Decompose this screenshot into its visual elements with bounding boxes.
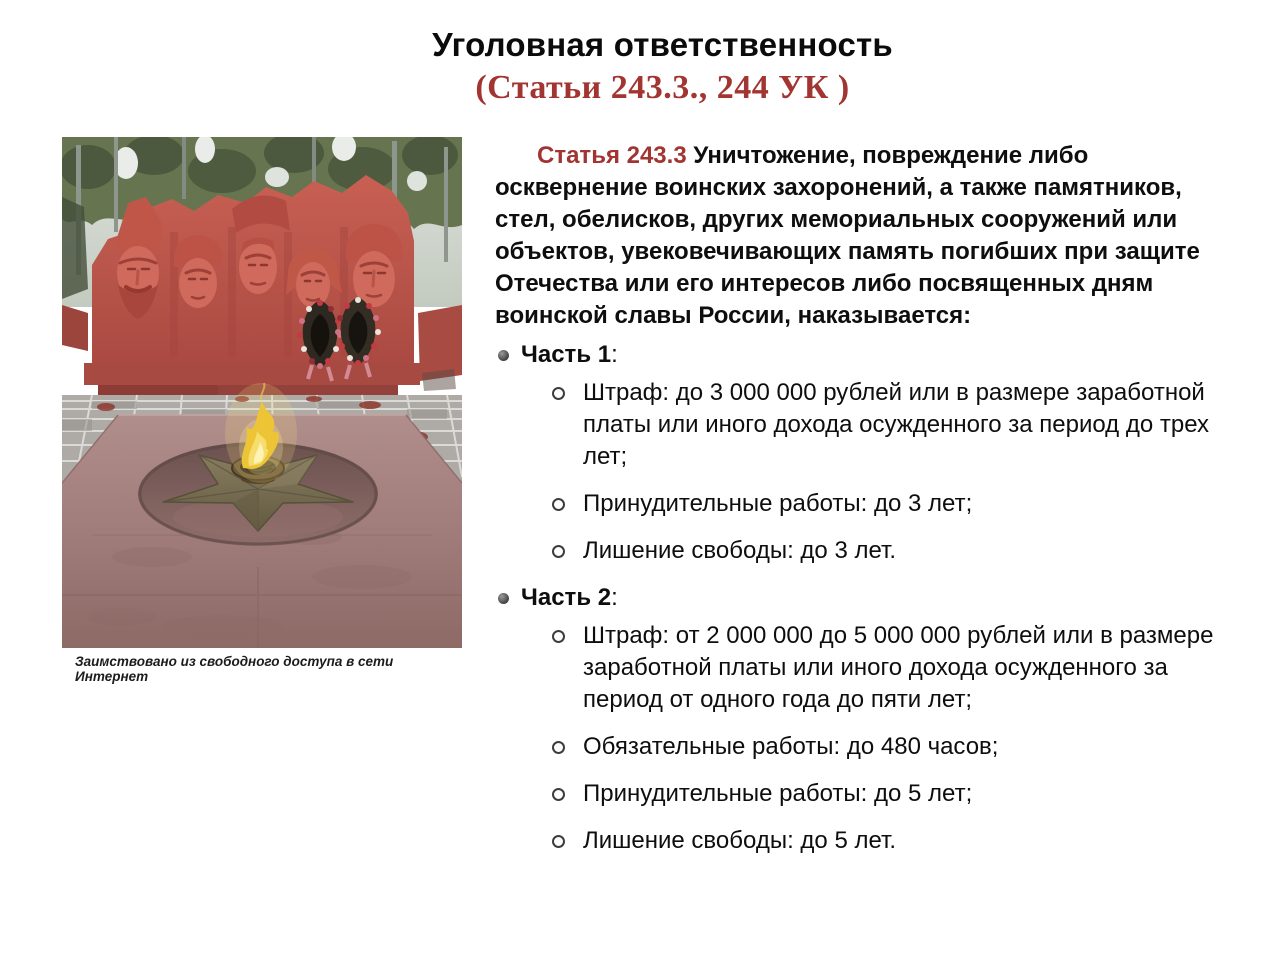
list-item-text: Обязательные работы: до 480 часов;	[583, 733, 999, 760]
slide-header	[0, 0, 1280, 107]
part-2-label	[521, 582, 618, 614]
list-item	[552, 377, 1215, 473]
part-1-header	[495, 339, 1229, 371]
list-item	[552, 535, 1215, 567]
list-item	[552, 825, 1215, 857]
eternal-flame	[225, 383, 297, 483]
part-2-label-text: Часть 2	[521, 584, 612, 611]
photo-caption: Заимствовано из свободного доступа в сети Интернет	[75, 654, 394, 684]
article-number: Статья 243.3	[537, 142, 687, 169]
list-item-text: Принудительные работы: до 3 лет;	[583, 490, 973, 517]
list-item	[552, 778, 1215, 810]
list-item-text: Принудительные работы: до 5 лет;	[583, 780, 973, 807]
part-2-colon: :	[611, 584, 618, 611]
part-2-header	[495, 582, 1229, 614]
part-1-label-text: Часть 1	[521, 341, 612, 368]
article-body: Уничтожение, повреждение либо осквернение воинских захоронений, а также памятников, стел, обелисков, других мемориальных сооружений или объектов, увековечивающих память погибших при защите Отечества или его интересов либо посвященных дням воинской славы России, наказывается:	[495, 142, 1200, 329]
list-item-text: Штраф: от 2 000 000 до 5 000 000 рублей или в размере заработной платы или иного дохода осужденного за период от одного года до пяти лет;	[583, 622, 1214, 713]
list-item-text: Лишение свободы: до 5 лет.	[583, 827, 897, 854]
list-item-text: Штраф: до 3 000 000 рублей или в размере заработной платы или иного дохода осужденного за период до трех лет;	[583, 379, 1210, 470]
list-item-text: Лишение свободы: до 3 лет.	[583, 537, 897, 564]
list-item	[552, 620, 1215, 716]
list-item	[552, 731, 1215, 763]
memorial-photo-image	[62, 137, 462, 648]
part-1-colon: :	[611, 341, 618, 368]
part-1	[495, 339, 1229, 567]
article-text	[495, 140, 1229, 872]
memorial-photo	[62, 137, 462, 684]
part-2	[495, 582, 1229, 857]
filled-bullet-icon	[498, 593, 509, 604]
article-paragraph	[495, 140, 1229, 332]
list-item	[552, 488, 1215, 520]
page-subtitle: (Статьи 243.3., 244 УК )	[475, 69, 850, 106]
part-2-list	[495, 620, 1229, 857]
part-1-list	[495, 377, 1229, 567]
page-title: Уголовная ответственность	[432, 26, 893, 63]
part-1-label	[521, 339, 618, 371]
filled-bullet-icon	[498, 350, 509, 361]
